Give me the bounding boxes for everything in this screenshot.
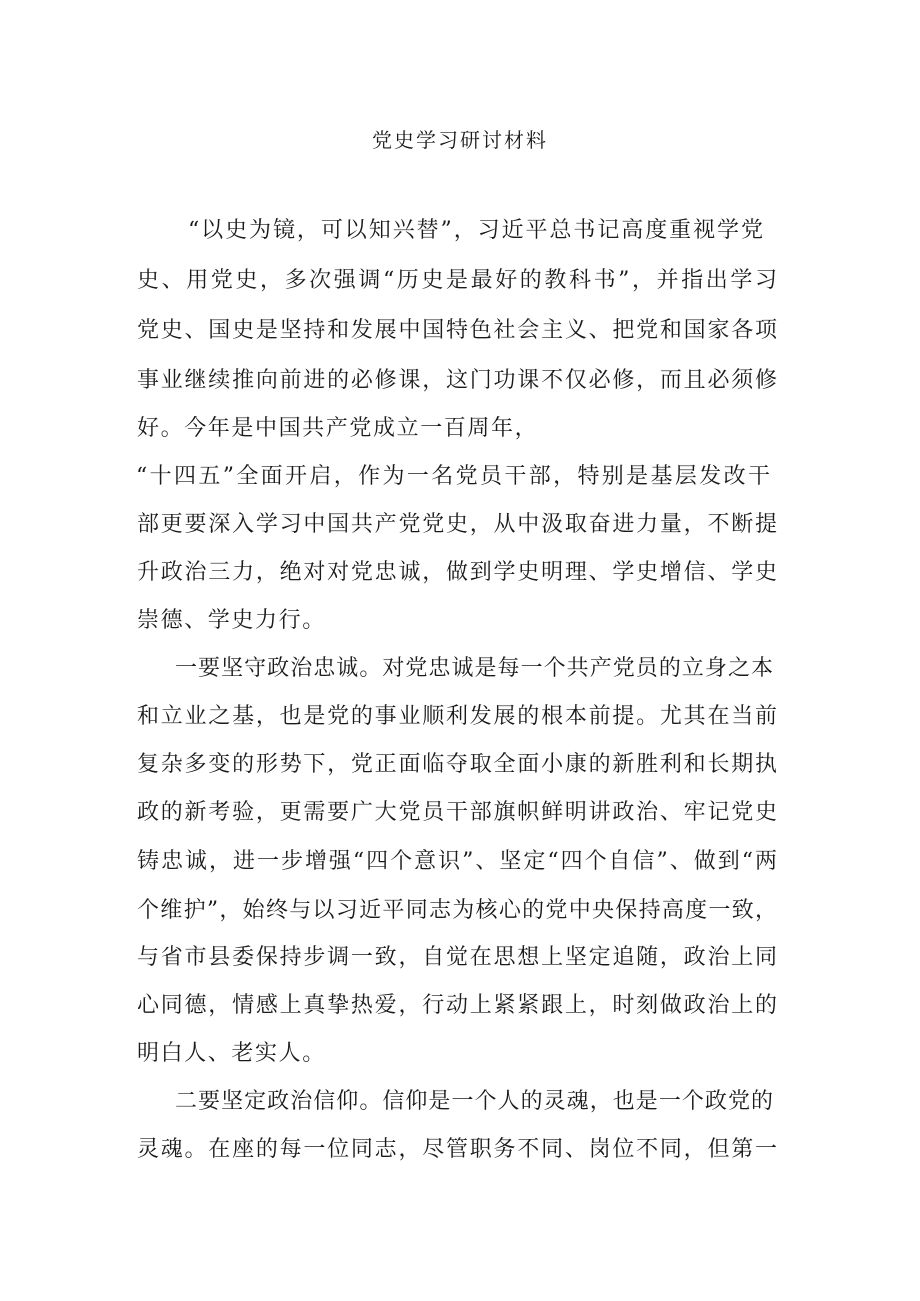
paragraph-line: 党史、国史是坚持和发展中国特色社会主义、把党和国家各项: [137, 318, 777, 343]
document-title: 党史学习研讨材料: [372, 128, 548, 152]
paragraph-line: 复杂多变的形势下，党正面临夺取全面小康的新胜利和长期执: [137, 752, 777, 777]
paragraph-line: 铸忠诚，进一步增强“四个意识”、坚定“四个自信”、做到“两: [137, 849, 777, 874]
paragraph-line: 好。今年是中国共产党成立一百周年，: [137, 416, 539, 441]
paragraph-line: 事业继续推向前进的必修课，这门功课不仅必修，而且必须修: [137, 368, 777, 393]
paragraph-line: 与省市县委保持步调一致，自觉在思想上坚定追随，政治上同: [137, 945, 777, 970]
paragraph-line: “十四五”全面开启，作为一名党员干部，特别是基层发改干: [136, 464, 770, 489]
paragraph-line: 升政治三力，绝对对党忠诚，做到学史明理、学史增信、学史: [137, 560, 777, 585]
paragraph-line: 史、用党史，多次强调“历史是最好的教科书”，并指出学习: [137, 268, 777, 293]
paragraph-line: 灵魂。在座的每一位同志，尽管职务不同、岗位不同，但第一: [137, 1137, 777, 1162]
paragraph-line: 二要坚定政治信仰。信仰是一个人的灵魂，也是一个政党的: [175, 1089, 773, 1114]
paragraph-line: 心同德，情感上真挚热爱，行动上紧紧跟上，时刻做政治上的: [137, 993, 777, 1018]
paragraph-line: 部更要深入学习中国共产党党史，从中汲取奋进力量，不断提: [137, 512, 777, 537]
paragraph-line: 崇德、学史力行。: [137, 608, 326, 633]
paragraph-line: 和立业之基，也是党的事业顺利发展的根本前提。尤其在当前: [137, 704, 777, 729]
paragraph-line: “以史为镜，可以知兴替”，习近平总书记高度重视学党: [188, 218, 763, 243]
paragraph-line: 一要坚守政治忠诚。对党忠诚是每一个共产党员的立身之本: [175, 656, 773, 681]
paragraph-line: 个维护”，始终与以习近平同志为核心的党中央保持高度一致，: [137, 898, 777, 923]
paragraph-line: 政的新考验，更需要广大党员干部旗帜鲜明讲政治、牢记党史: [137, 800, 777, 825]
paragraph-line: 明白人、老实人。: [137, 1041, 326, 1066]
